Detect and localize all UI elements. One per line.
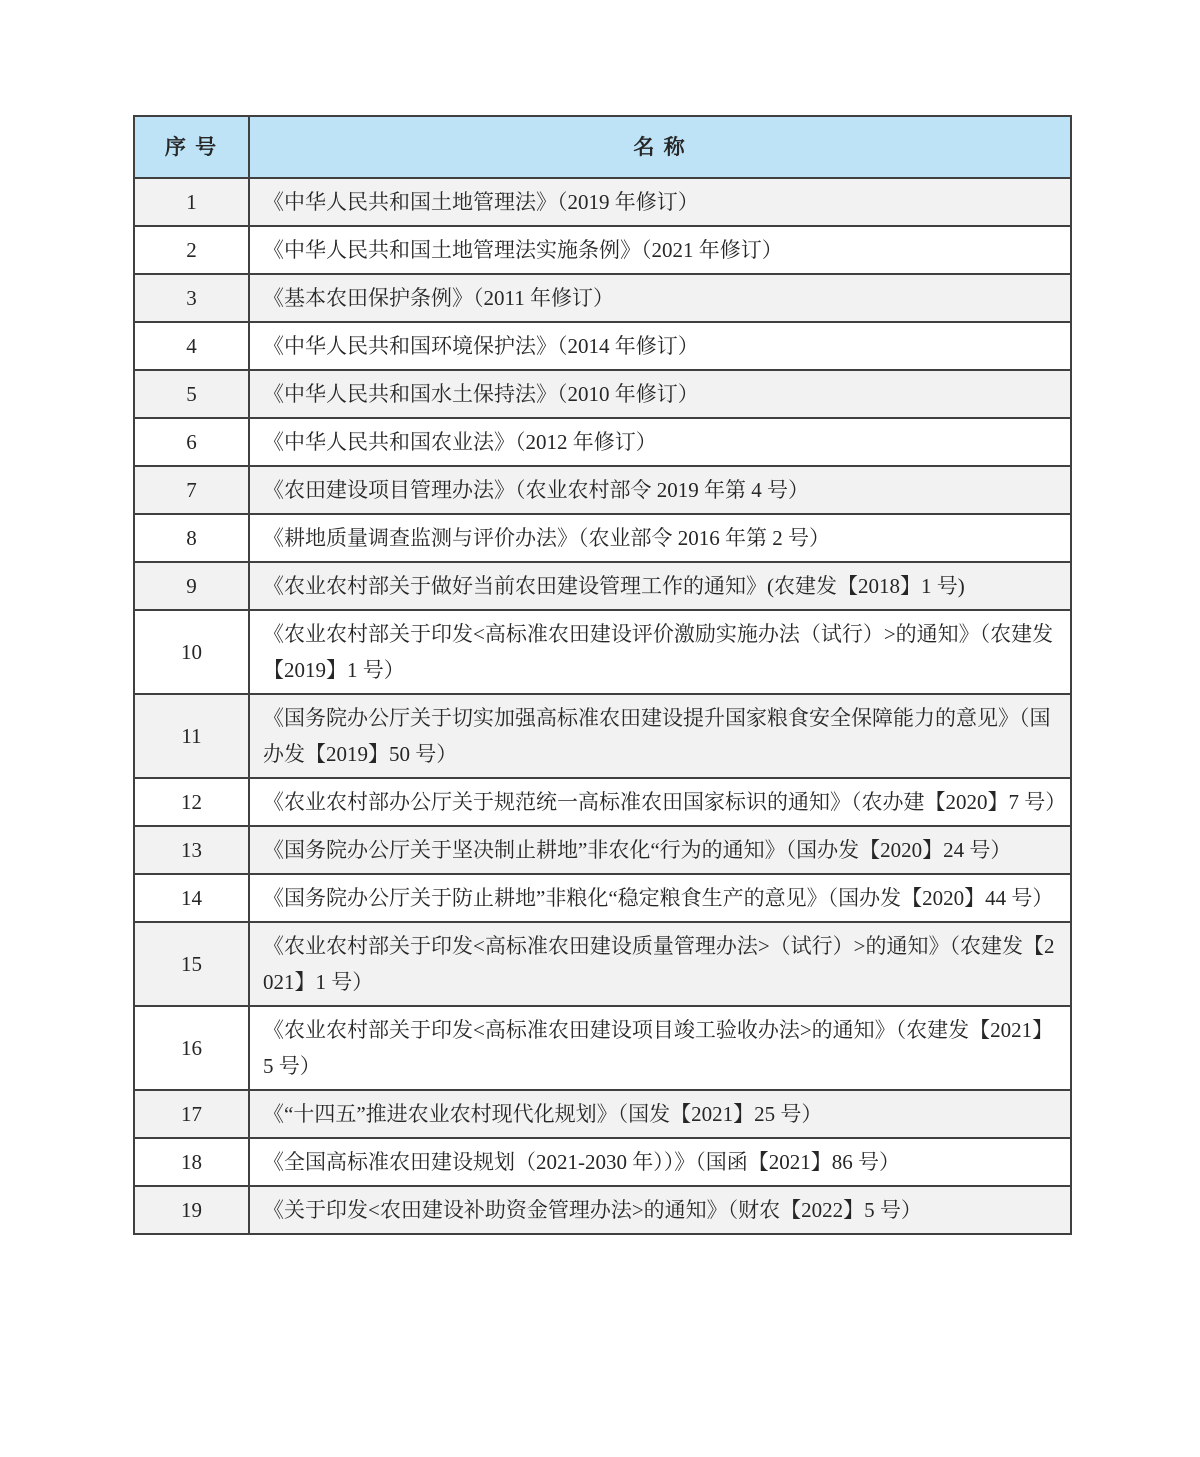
row-number-cell: 16 [134,1006,249,1090]
row-number-cell: 6 [134,418,249,466]
header-cell-number: 序 号 [134,116,249,178]
row-name-cell: 《农田建设项目管理办法》（农业农村部令 2019 年第 4 号） [249,466,1071,514]
row-name-cell: 《农业农村部关于印发<高标准农田建设项目竣工验收办法>的通知》（农建发【2021】5 号） [249,1006,1071,1090]
row-number-cell: 9 [134,562,249,610]
row-number-cell: 19 [134,1186,249,1234]
regulations-table [133,115,1072,1235]
row-name-cell: 《中华人民共和国水土保持法》（2010 年修订） [249,370,1071,418]
row-name-cell: 《农业农村部关于印发<高标准农田建设质量管理办法>（试行）>的通知》（农建发【2021】1 号） [249,922,1071,1006]
table-row [134,1090,1071,1138]
table-header-row [134,116,1071,178]
row-name-cell: 《农业农村部关于印发<高标准农田建设评价激励实施办法（试行）>的通知》（农建发【2019】1 号） [249,610,1071,694]
row-name-cell: 《中华人民共和国农业法》（2012 年修订） [249,418,1071,466]
row-name-cell: 《国务院办公厅关于防止耕地”非粮化“稳定粮食生产的意见》（国办发【2020】44 号） [249,874,1071,922]
row-name-cell: 《中华人民共和国土地管理法实施条例》（2021 年修订） [249,226,1071,274]
table-row [134,322,1071,370]
row-number-cell: 4 [134,322,249,370]
table-row [134,466,1071,514]
table-row [134,826,1071,874]
row-number-cell: 10 [134,610,249,694]
table-row [134,178,1071,226]
row-number-cell: 1 [134,178,249,226]
table-row [134,514,1071,562]
table-row [134,610,1071,694]
row-number-cell: 18 [134,1138,249,1186]
row-name-cell: 《“十四五”推进农业农村现代化规划》（国发【2021】25 号） [249,1090,1071,1138]
header-cell-name: 名 称 [249,116,1071,178]
row-number-cell: 17 [134,1090,249,1138]
row-name-cell: 《关于印发<农田建设补助资金管理办法>的通知》（财农【2022】5 号） [249,1186,1071,1234]
row-name-cell: 《基本农田保护条例》（2011 年修订） [249,274,1071,322]
table-row [134,1138,1071,1186]
row-number-cell: 2 [134,226,249,274]
table-row [134,226,1071,274]
row-name-cell: 《农业农村部办公厅关于规范统一高标准农田国家标识的通知》（农办建【2020】7 号） [249,778,1071,826]
row-name-cell: 《农业农村部关于做好当前农田建设管理工作的通知》(农建发【2018】1 号) [249,562,1071,610]
row-number-cell: 13 [134,826,249,874]
table-row [134,778,1071,826]
row-name-cell: 《中华人民共和国环境保护法》（2014 年修订） [249,322,1071,370]
table-body [134,178,1071,1234]
row-name-cell: 《国务院办公厅关于坚决制止耕地”非农化“行为的通知》（国办发【2020】24 号） [249,826,1071,874]
table-row [134,1186,1071,1234]
table-row [134,1006,1071,1090]
table-row [134,370,1071,418]
row-name-cell: 《国务院办公厅关于切实加强高标准农田建设提升国家粮食安全保障能力的意见》（国办发【2019】50 号） [249,694,1071,778]
row-number-cell: 15 [134,922,249,1006]
row-number-cell: 5 [134,370,249,418]
table-row [134,418,1071,466]
row-number-cell: 7 [134,466,249,514]
row-name-cell: 《中华人民共和国土地管理法》（2019 年修订） [249,178,1071,226]
row-number-cell: 11 [134,694,249,778]
row-number-cell: 3 [134,274,249,322]
row-name-cell: 《耕地质量调查监测与评价办法》（农业部令 2016 年第 2 号） [249,514,1071,562]
row-number-cell: 14 [134,874,249,922]
row-number-cell: 8 [134,514,249,562]
table-header [134,116,1071,178]
table-row [134,274,1071,322]
table-row [134,874,1071,922]
row-number-cell: 12 [134,778,249,826]
table-row [134,562,1071,610]
regulations-table-container [133,115,1072,1235]
table-row [134,694,1071,778]
table-row [134,922,1071,1006]
row-name-cell: 《全国高标准农田建设规划（2021-2030 年））》（国函【2021】86 号） [249,1138,1071,1186]
